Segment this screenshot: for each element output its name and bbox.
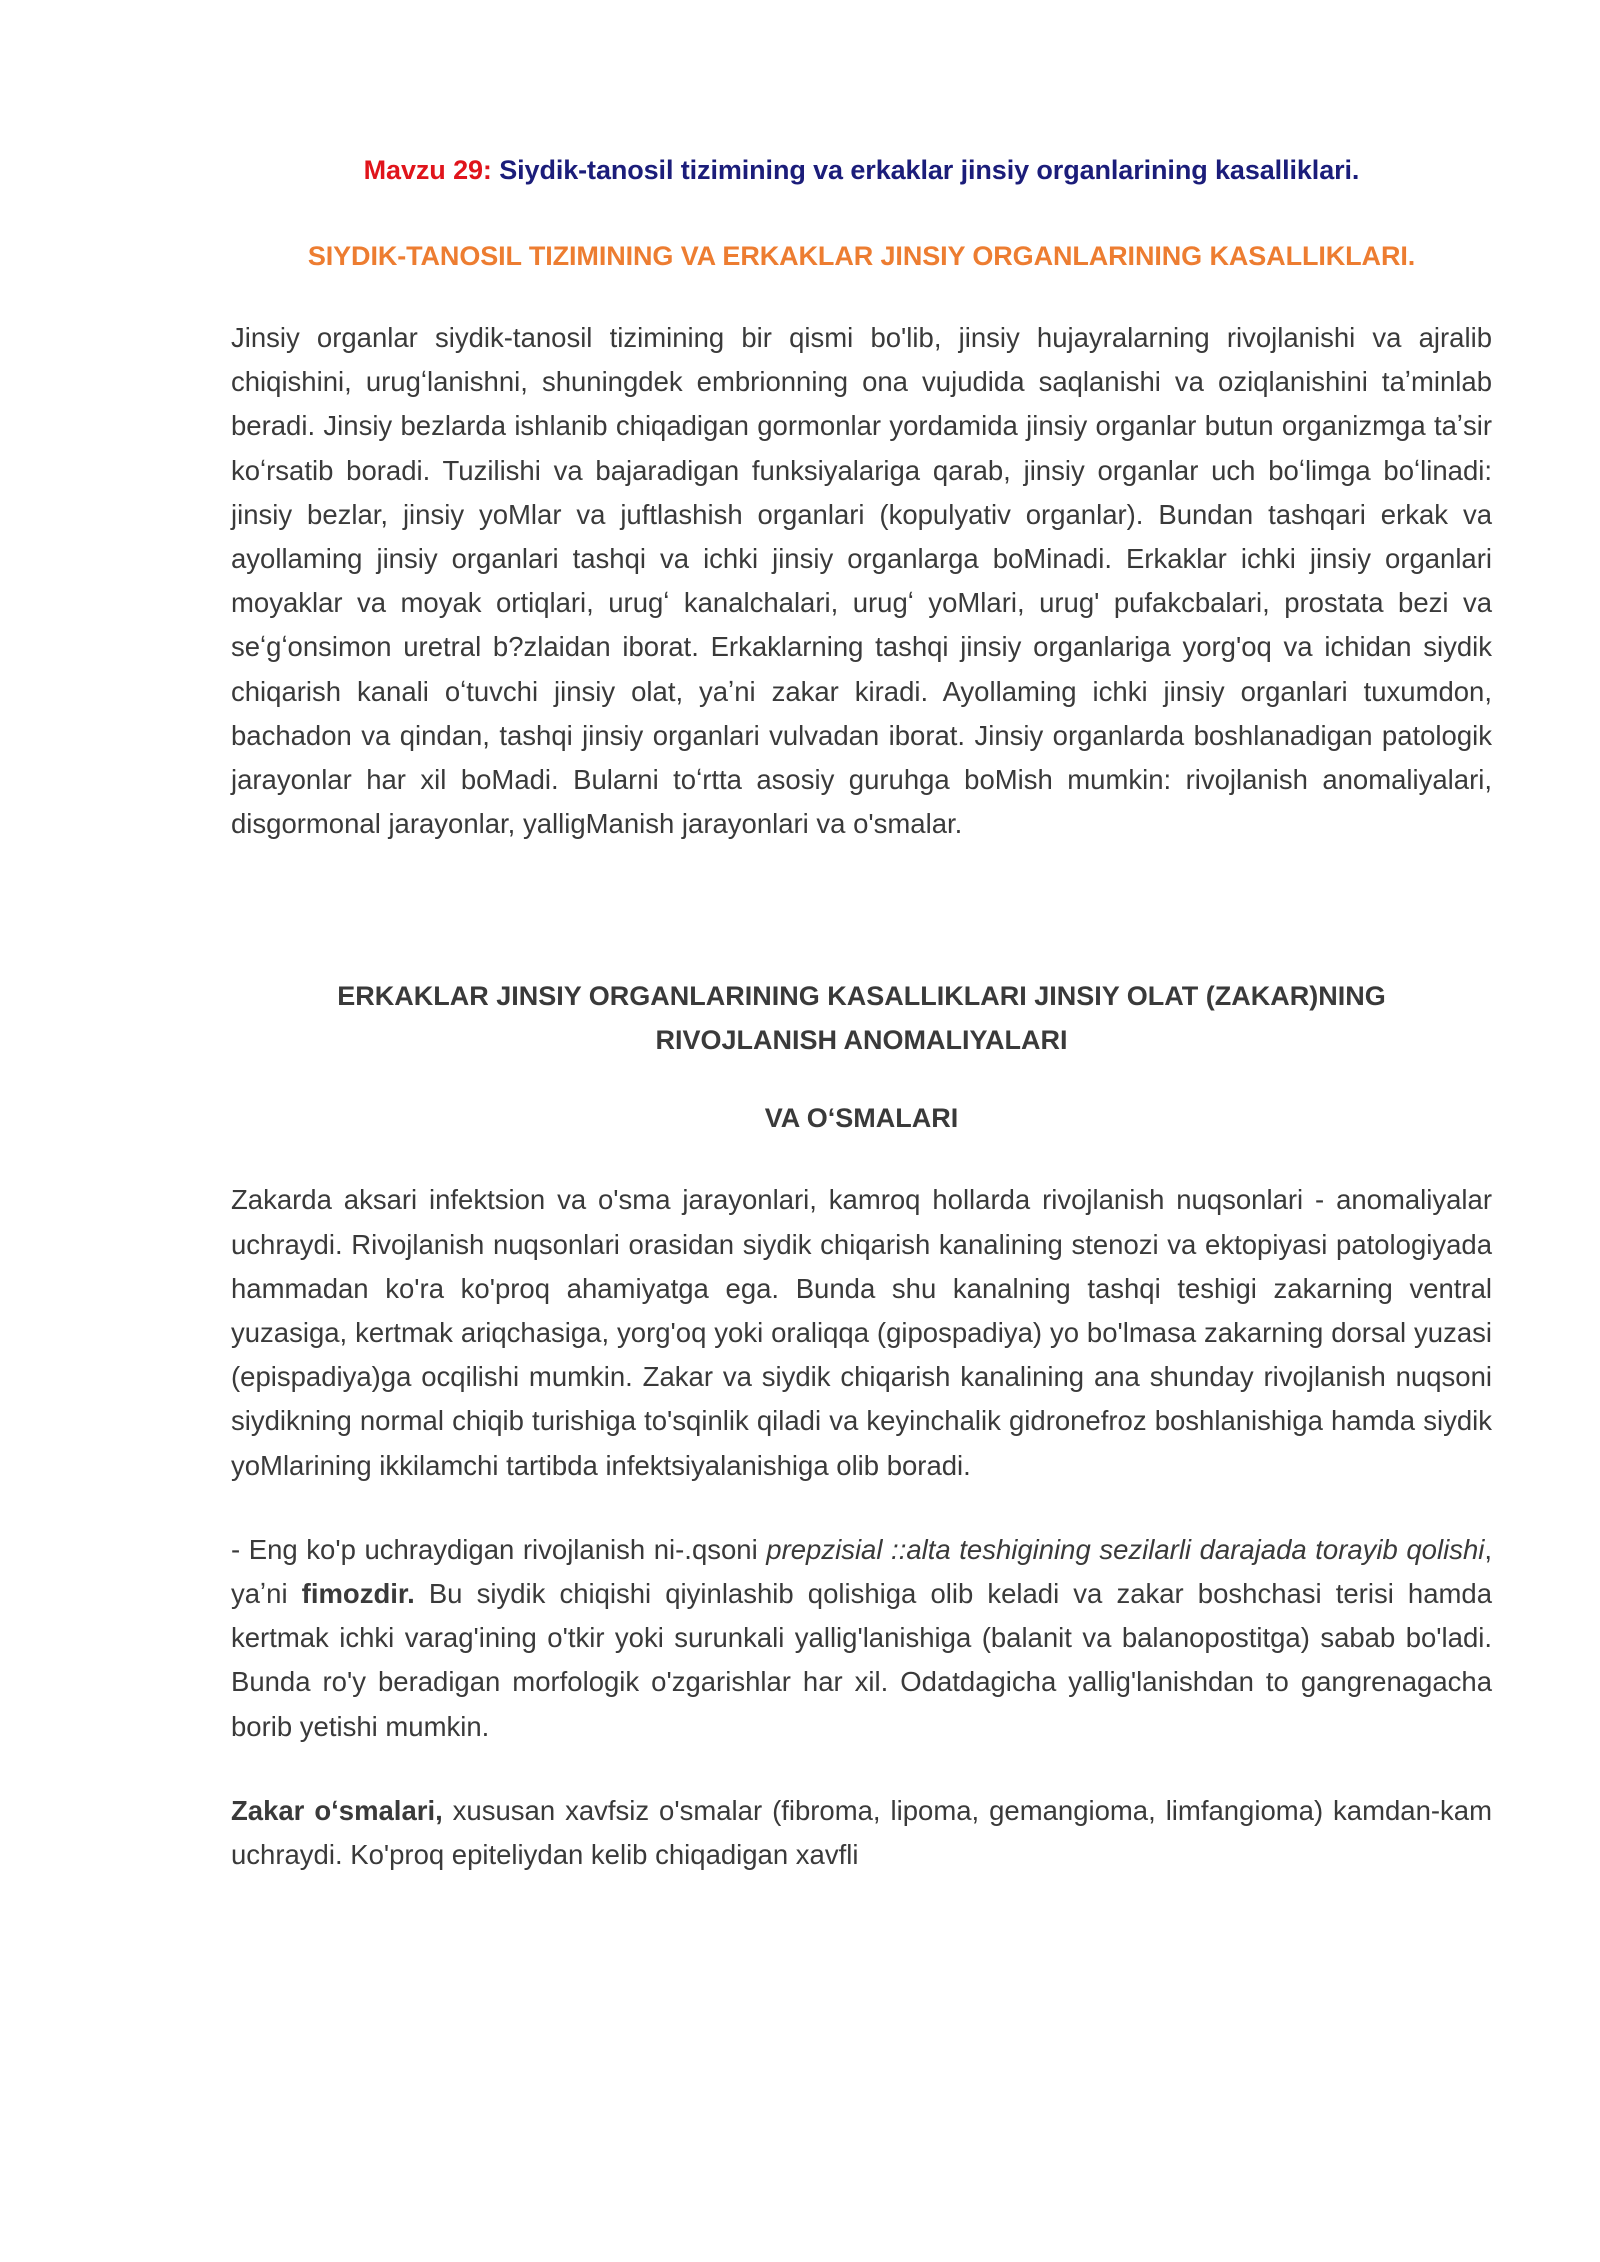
phimosis-italic: prepzisial ::alta teshigining sezilarli darajada torayib qolishi — [766, 1533, 1485, 1565]
intro-paragraph: Jinsiy organlar siydik-tanosil tizimining bir qismi bo'lib, jinsiy hujayralarning rivojlanishi va ajralib chiqishini, urugʻlanishni, shuningdek embrionning ona vujudida saqlanishi va oziqlanishini taʼminlab beradi. Jinsiy bezlarda ishlanib chiqadigan gormonlar yordamida jinsiy organlar butun organizmga taʼsir koʻrsatib boradi. Tuzilishi va bajaradigan funksiyalariga qarab, jinsiy organlar uch boʻlimga boʻlinadi: jinsiy bezlar, jinsiy yoMlar va juftlashish organlari (kopulyativ organlar). Bundan tashqari erkak va ayollaming jinsiy organlari tashqi va ichki jinsiy organlarga boMinadi. Erkaklar ichki jinsiy organlari moyaklar va moyak ortiqlari, urugʻ kanalchalari, urugʻ yoMlari, urug' pufakcbalari, prostata bezi va seʻgʻonsimon uretral b?zlaidan iborat. Erkaklarning tashqi jinsiy organlariga yorg'oq va ichidan siydik chiqarish kanali oʻtuvchi jinsiy olat, yaʼni zakar kiradi. Ayollaming ichki jinsiy organlari tuxumdon, bachadon va qindan, tashqi jinsiy organlari vulvadan iborat. Jinsiy organlarda boshlanadigan patologik jarayonlar har xil boMadi. Bularni toʻrtta asosiy guruhga boMish mumkin: rivojlanish anomaliyalari, disgormonal jarayonlar, yalligManish jarayonlari va o'smalar. — [231, 322, 1492, 840]
phimosis-mid: , yaʼni — [231, 1533, 1492, 1610]
title-text: Siydik-tanosil tizimining va erkaklar jinsiy organlarining kasalliklari. — [499, 155, 1360, 185]
section-heading-line2: RIVOJLANISH ANOMALIYALARI — [655, 1025, 1068, 1056]
spacer — [231, 1488, 1492, 1528]
tumors-paragraph — [231, 1789, 1492, 1877]
anomalies-paragraph: Zakarda aksari infektsion va o'sma jarayonlari, kamroq hollarda rivojlanish nuqsonlari - anomaliyalar uchraydi. Rivojlanish nuqsonlari orasidan siydik chiqarish kanalining stenozi va ektopiyasi patologiyada hammadan ko'ra ko'proq ahamiyatga ega. Bunda shu kanalning tashqi teshigi zakarning ventral yuzasiga, kertmak ariqchasiga, yorg'oq yoki oraliqqa (gipospadiya) yo bo'lmasa zakarning dorsal yuzasi (epispadiya)ga ocqilishi mumkin. Zakar va siydik chiqarish kanalining ana shunday rivojlanish nuqsoni siydikning normal chiqib turishiga to'sqinlik qiladi va keyinchalik gidronefroz boshlanishiga hamda siydik yoMlarining ikkilamchi tartibda infektsiyalanishiga olib boradi. — [231, 1184, 1492, 1481]
section-subheading: VA OʻSMALARI — [764, 1103, 959, 1134]
phimosis-paragraph — [231, 1528, 1492, 1749]
phimosis-rest: Bu siydik chiqishi qiyinlashib qolishiga olib keladi va zakar boshchasi terisi hamda kertmak ichki varag'ining o'tkir yoki surunkali yallig'lanishiga (balanit va balanopostitga) sabab bo'ladi. Bunda ro'y beradigan morfologik o'zgarishlar har xil. Odatdagicha yallig'lanishdan to gangrenagacha borib yetishi mumkin. — [231, 1578, 1492, 1742]
tumors-rest: xususan xavfsiz o'smalar (fibroma, lipoma, gemangioma, limfangioma) kamdan-kam uchraydi. Ko'proq epiteliydan kelib chiqadigan xavfli — [231, 1794, 1493, 1871]
spacer — [231, 1749, 1492, 1789]
spacer — [231, 846, 1492, 974]
section-heading — [231, 974, 1492, 1062]
phimosis-intro: - Eng ko'p uchraydigan rivojlanish ni-.qsoni — [231, 1533, 767, 1565]
title-label: Mavzu 29: — [363, 155, 492, 185]
page-title — [231, 150, 1492, 190]
main-heading: SIYDIK-TANOSIL TIZIMINING VA ERKAKLAR JINSIY ORGANLARINING KASALLIKLARI. — [307, 241, 1416, 271]
section-heading-line1: ERKAKLAR JINSIY ORGANLARINING KASALLIKLARI JINSIY OLAT (ZAKAR)NING — [337, 981, 1386, 1012]
tumors-term: Zakar oʻsmalari, — [231, 1794, 443, 1826]
phimosis-term: fimozdir. — [301, 1578, 415, 1610]
